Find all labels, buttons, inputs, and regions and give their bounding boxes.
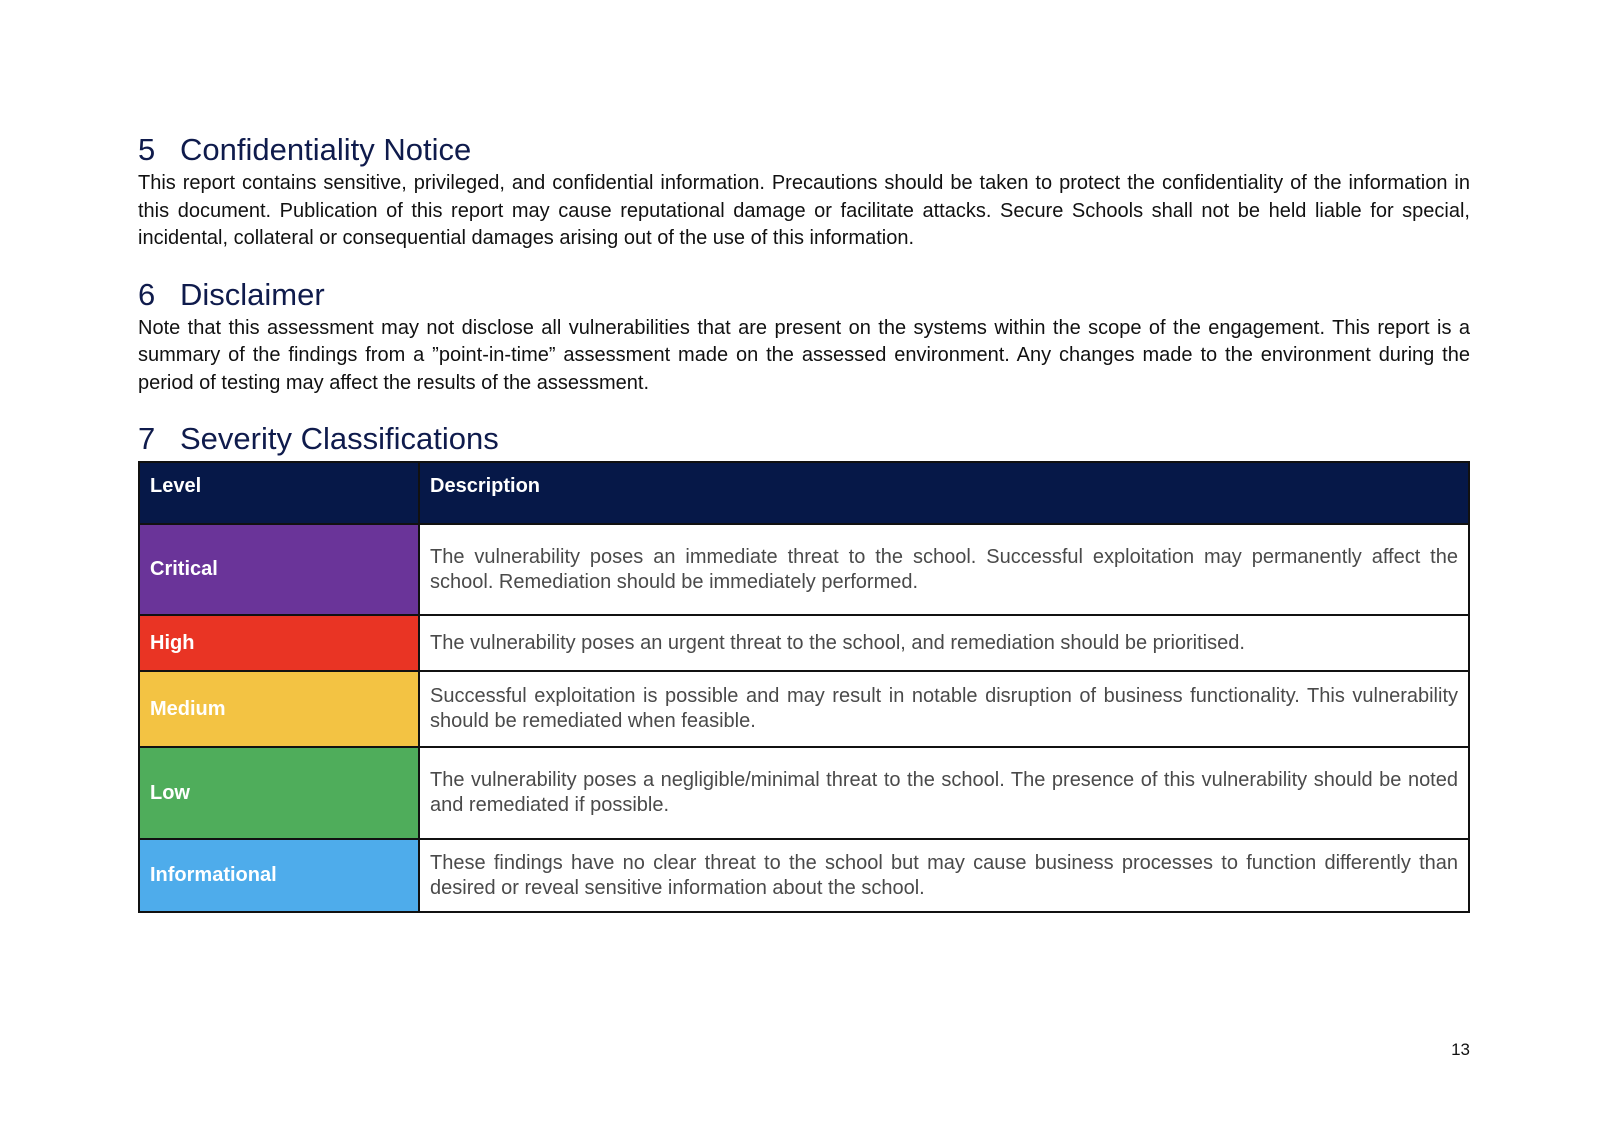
severity-description: The vulnerability poses a negligible/minimal threat to the school. The presence of this vulnerability should be noted and remediated if possible. — [419, 747, 1469, 839]
table-row — [139, 839, 1469, 912]
section-body: Note that this assessment may not disclose all vulnerabilities that are present on the systems within the scope of the engagement. This report is a summary of the findings from a ”point-in-time” assessment made on the assessed environment. Any changes made to the environment during the period of testing may affect the results of the assessment. — [138, 316, 1470, 394]
table-row — [139, 524, 1469, 615]
severity-description: The vulnerability poses an immediate threat to the school. Successful exploitation may permanently affect the school. Remediation should be immediately performed. — [419, 524, 1469, 615]
column-header-level: Level — [139, 462, 419, 524]
severity-level-high: High — [139, 615, 419, 671]
severity-description: Successful exploitation is possible and may result in notable disruption of business functionality. This vulnerability should be remediated when feasible. — [419, 671, 1469, 747]
section-disclaimer — [138, 275, 1470, 398]
severity-description: The vulnerability poses an urgent threat to the school, and remediation should be prioritised. — [419, 615, 1469, 671]
section-title: Disclaimer — [180, 276, 325, 312]
table-row — [139, 747, 1469, 839]
section-title: Severity Classifications — [180, 421, 499, 456]
document-page — [138, 130, 1470, 935]
section-number: 7 — [138, 421, 156, 456]
section-heading — [138, 419, 1470, 459]
section-heading — [138, 275, 1470, 315]
severity-level-low: Low — [139, 747, 419, 839]
severity-level-informational: Informational — [139, 839, 419, 912]
section-number: 6 — [138, 276, 156, 312]
table-header-row — [139, 462, 1469, 524]
section-confidentiality-notice — [138, 130, 1470, 253]
page-number: 13 — [1451, 1040, 1470, 1059]
severity-table — [138, 461, 1470, 913]
section-severity-classifications — [138, 419, 1470, 913]
severity-level-medium: Medium — [139, 671, 419, 747]
severity-level-critical: Critical — [139, 524, 419, 615]
section-number: 5 — [138, 132, 156, 167]
table-row — [139, 615, 1469, 671]
severity-description: These findings have no clear threat to the school but may cause business processes to function differently than desired or reveal sensitive information about the school. — [419, 839, 1469, 912]
section-title: Confidentiality Notice — [180, 132, 472, 167]
column-header-description: Description — [419, 462, 1469, 524]
section-body: This report contains sensitive, privileged, and confidential information. Precautions should be taken to protect the confidentiality of the information in this document. Publication of this report may cause reputational damage or facilitate attacks. Secure Schools shall not be held liable for special, incidental, collateral or consequential damages arising out of the use of this information. — [138, 172, 1470, 249]
table-row — [139, 671, 1469, 747]
section-heading — [138, 130, 1470, 170]
